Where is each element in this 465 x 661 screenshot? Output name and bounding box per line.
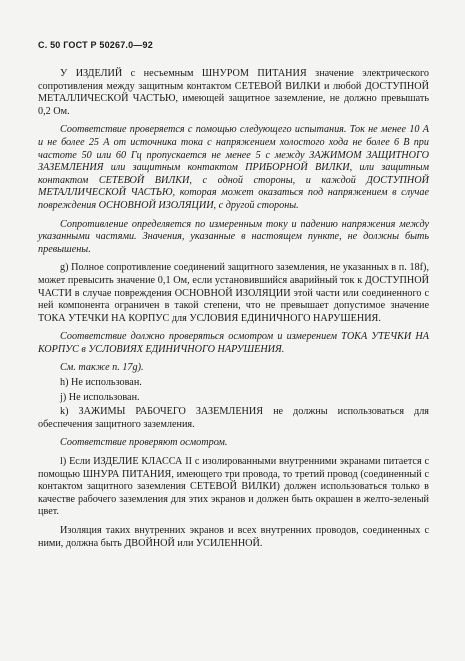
paragraph-resistance-determination: Сопротивление определяется по измеренным току и падению напряжения между указанными частями. Значения, указанные в настоящем пункте, не должны быть превышены. xyxy=(38,218,429,255)
page-header: С. 50 ГОСТ Р 50267.0—92 xyxy=(38,40,153,50)
paragraph-item-h: h) Не использован. xyxy=(60,377,142,389)
paragraph-item-k: k) ЗАЖИМЫ РАБОЧЕГО ЗАЗЕМЛЕНИЯ не должны использоваться для обеспечения защитного заземления. xyxy=(38,406,429,430)
paragraph-compliance-inspection: Соответствие должно проверяться осмотром и измерением ТОКА УТЕЧКИ НА КОРПУС в УСЛОВИЯХ ЕДИНИЧНОГО НАРУШЕНИЯ. xyxy=(38,331,429,355)
paragraph-test-procedure: Соответствие проверяется с помощью следующего испытания. Ток не менее 10 А и не более 25 А от источника тока с напряжением холостого хода не более 6 В при частоте 50 или 60 Гц пропускается не менее 5 с между ЗАЖИМОМ ЗАЩИТНОГО ЗАЗЕМЛЕНИЯ или защитным контактом ПРИБОРНОЙ ВИЛКИ, или защитным контактом СЕТЕВОЙ ВИЛКИ, с одной стороны, и каждой ДОСТУПНОЙ МЕТАЛЛИЧЕСКОЙ ЧАСТЬЮ, которая может оказаться под напряжением в случае повреждения ОСНОВНОЙ ИЗОЛЯЦИИ, с другой стороны. xyxy=(38,124,429,211)
paragraph-item-j: j) Не использован. xyxy=(60,391,140,403)
paragraph-see-also: См. также п. 17g). xyxy=(60,362,144,374)
paragraph-check-inspection: Соответствие проверяют осмотром. xyxy=(60,437,228,449)
paragraph-power-cord-resistance: У ИЗДЕЛИЙ с несъемным ШНУРОМ ПИТАНИЯ значение электрического сопротивления между защитным контактом СЕТЕВОЙ ВИЛКИ и любой ДОСТУПНОЙ МЕТАЛЛИЧЕСКОЙ ЧАСТЬЮ, имеющей защитное заземление, не должно превышать 0,2 Ом. xyxy=(38,68,429,117)
paragraph-screen-insulation: Изоляция таких внутренних экранов и всех внутренних проводов, соединенных с ними, должна быть ДВОЙНОЙ или УСИЛЕННОЙ. xyxy=(38,525,429,549)
paragraph-item-l: l) Если ИЗДЕЛИЕ КЛАССА II с изолированными внутренними экранами питается с помощью ШНУРА ПИТАНИЯ, имеющего три провода, то третий провод (соединенный с контактом защитного заземления СЕТЕВОЙ ВИЛКИ) должен использоваться только в качестве рабочего заземления для этих экранов и должен быть окрашен в желто-зеленый цвет. xyxy=(38,456,429,518)
paragraph-item-g: g) Полное сопротивление соединений защитного заземления, не указанных в п. 18f), может превысить значение 0,1 Ом, если установившийся аварийный ток к ДОСТУПНОЙ ЧАСТИ в случае повреждения ОСНОВНОЙ ИЗОЛЯЦИИ этой части или соединенного с ней компонента ограничен в такой степени, что не превышает допустимое значение ТОКА УТЕЧКИ НА КОРПУС для УСЛОВИЯ ЕДИНИЧНОГО НАРУШЕНИЯ. xyxy=(38,262,429,324)
